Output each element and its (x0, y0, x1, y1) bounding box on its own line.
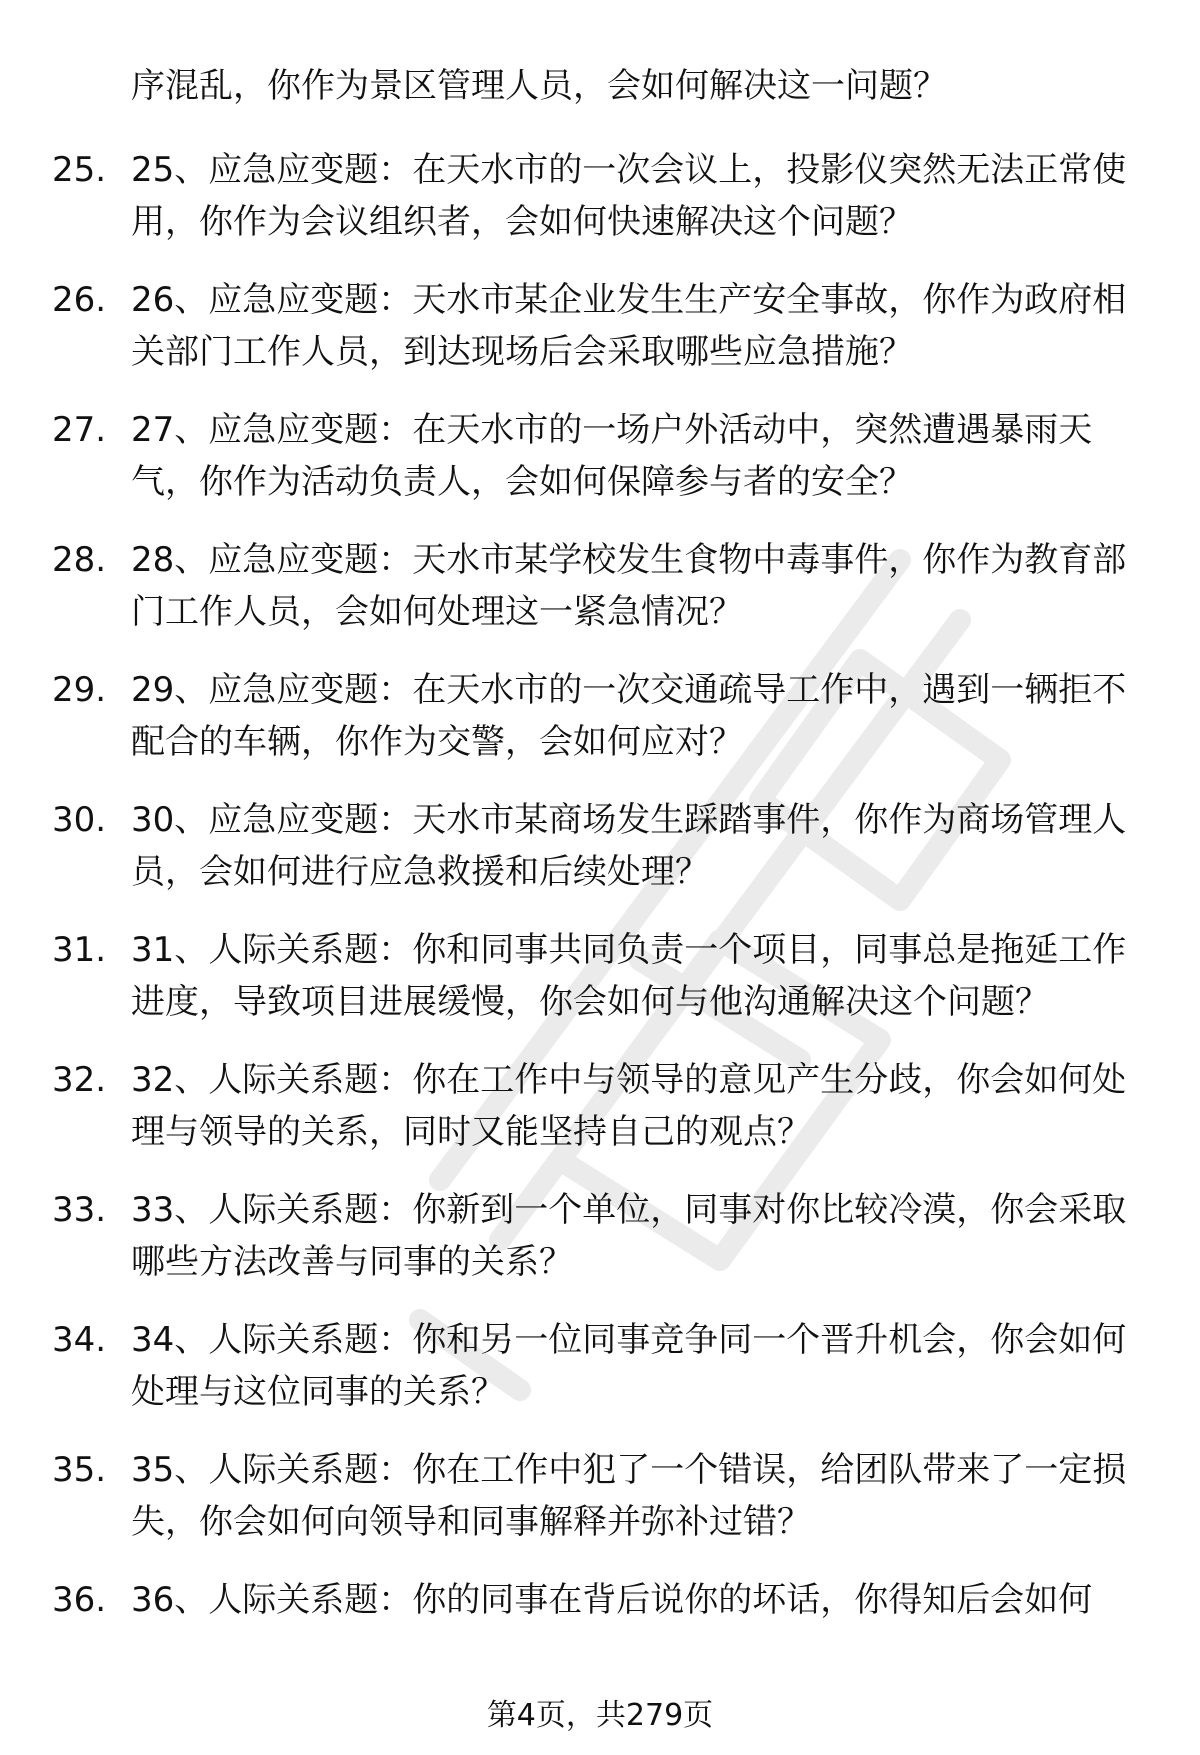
list-item-number: 30. (52, 800, 107, 840)
list-item-text: 25、应急应变题：在天水市的一次会议上，投影仪突然无法正常使用，你作为会议组织者，会如何快速解决这个问题？ (131, 150, 1127, 242)
list-item-number: 33. (52, 1190, 107, 1230)
question-list (0, 144, 1200, 1704)
page-footer: 第4页，共279页 (486, 1698, 714, 1733)
list-item-number: 29. (52, 670, 107, 710)
list-item (0, 144, 1200, 274)
list-item-text: 36、人际关系题：你的同事在背后说你的坏话，你得知后会如何 (131, 1580, 1093, 1620)
list-item-text: 27、应急应变题：在天水市的一场户外活动中，突然遭遇暴雨天气，你作为活动负责人，会如何保障参与者的安全？ (131, 410, 1093, 502)
list-item-text: 30、应急应变题：天水市某商场发生踩踏事件，你作为商场管理人员，会如何进行应急救援和后续处理？ (131, 800, 1127, 892)
list-item-number: 36. (52, 1580, 107, 1620)
list-item (0, 1054, 1200, 1184)
list-item-number: 32. (52, 1060, 107, 1100)
list-item (0, 1444, 1200, 1574)
list-item (0, 1184, 1200, 1314)
list-item (0, 794, 1200, 924)
list-item (0, 1574, 1200, 1704)
list-item-number: 25. (52, 150, 107, 190)
list-item-text: 26、应急应变题：天水市某企业发生生产安全事故，你作为政府相关部门工作人员，到达现场后会采取哪些应急措施？ (131, 280, 1127, 372)
list-item-number: 26. (52, 280, 107, 320)
list-item-number: 34. (52, 1320, 107, 1360)
list-item-text: 32、人际关系题：你在工作中与领导的意见产生分歧，你会如何处理与领导的关系，同时又能坚持自己的观点？ (131, 1060, 1127, 1152)
list-item-text: 28、应急应变题：天水市某学校发生食物中毒事件，你作为教育部门工作人员，会如何处理这一紧急情况？ (131, 540, 1127, 632)
list-item (0, 1314, 1200, 1444)
list-item-number: 31. (52, 930, 107, 970)
list-item-text: 34、人际关系题：你和另一位同事竞争同一个晋升机会，你会如何处理与这位同事的关系？ (131, 1320, 1127, 1412)
list-item-text: 35、人际关系题：你在工作中犯了一个错误，给团队带来了一定损失，你会如何向领导和同事解释并弥补过错？ (131, 1450, 1127, 1542)
list-item (0, 404, 1200, 534)
list-item-text: 33、人际关系题：你新到一个单位，同事对你比较冷漠，你会采取哪些方法改善与同事的关系？ (131, 1190, 1127, 1282)
list-item-number: 35. (52, 1450, 107, 1490)
continuation-text: 序混乱，你作为景区管理人员，会如何解决这一问题？ (131, 66, 947, 106)
list-item (0, 534, 1200, 664)
list-item-text: 29、应急应变题：在天水市的一次交通疏导工作中，遇到一辆拒不配合的车辆，你作为交警，会如何应对？ (131, 670, 1127, 762)
list-item-number: 28. (52, 540, 107, 580)
list-item (0, 924, 1200, 1054)
list-item (0, 274, 1200, 404)
list-item-number: 27. (52, 410, 107, 450)
list-item-text: 31、人际关系题：你和同事共同负责一个项目，同事总是拖延工作进度，导致项目进展缓慢，你会如何与他沟通解决这个问题？ (131, 930, 1127, 1022)
list-item (0, 664, 1200, 794)
